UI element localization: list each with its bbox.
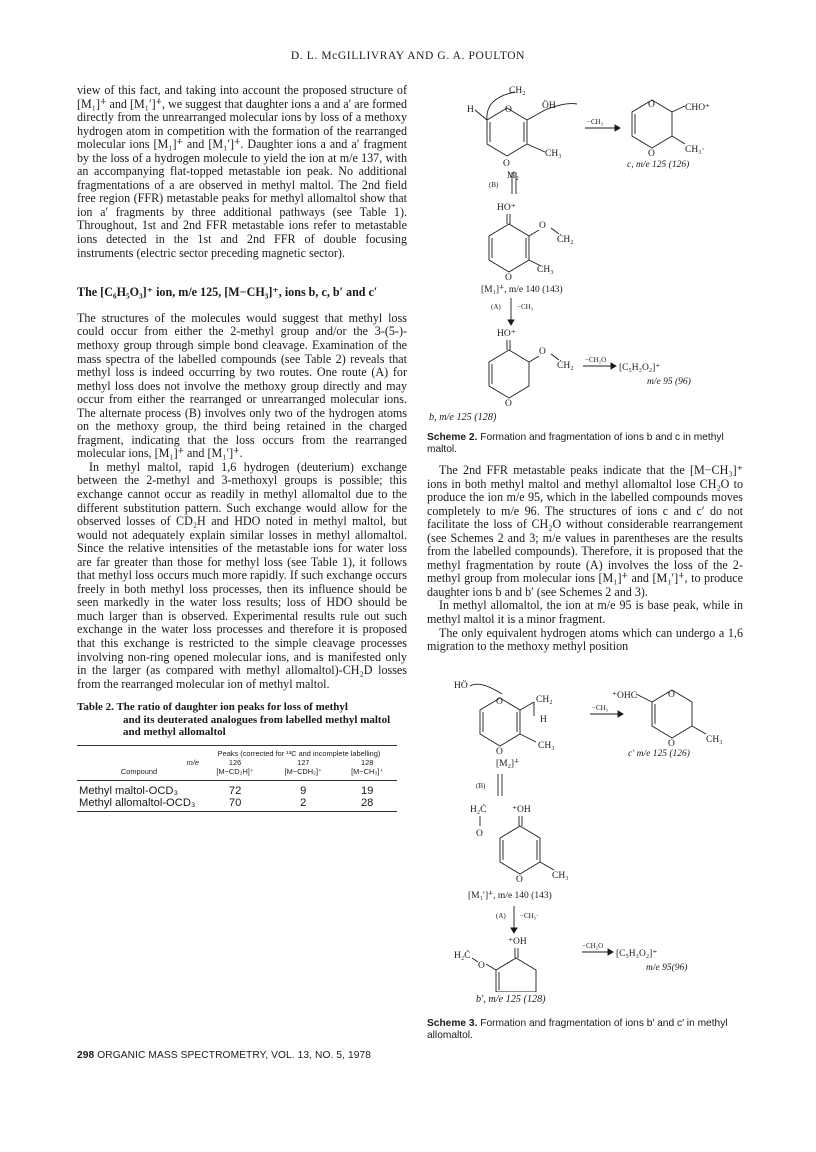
scheme-caption-label: Scheme 3. <box>427 1018 478 1029</box>
atom-ch2dot: ĊH₂ <box>557 235 574 245</box>
scheme-3-label-b <box>476 994 546 1006</box>
structure-m2 <box>475 92 577 156</box>
route-a-label: (A) <box>496 912 506 920</box>
structure-m1-prime <box>480 816 554 874</box>
label-m1: [M₁′]⁺̇, m/e 140 (143) <box>468 891 552 901</box>
atom-ch3: CH₃ <box>537 265 554 275</box>
atom-ch3: CH₃· <box>685 145 705 155</box>
ion-header: [M−CH₃]⁺ <box>337 767 397 781</box>
table-caption-rest: and its deuterated analogues from labelled methyl maltol and methyl allomaltol <box>123 713 391 739</box>
atom-ho: HÖ <box>454 681 468 691</box>
atom-cho: CHO⁺ <box>685 103 711 113</box>
right-column <box>427 464 743 654</box>
value-cell: 70 <box>201 797 269 812</box>
table-group-header: Peaks (corrected for ¹³C and incomplete labelling) <box>201 746 397 759</box>
atom-h: H <box>467 105 474 115</box>
value-cell: 9 <box>300 785 307 797</box>
label-ion-c: c, m/e 125 (126) <box>627 160 690 170</box>
label-ion-b: b, m/e 125 (128) <box>429 412 497 423</box>
atom-o: O <box>668 690 675 700</box>
label-ion-b-prime: b′, m/e 125 (128) <box>476 994 546 1005</box>
body-paragraph: The structures of the molecules would suggest that methyl loss could occur from either the 2-methyl group and/or the 3-(5-)-methoxy group through simple bond cleavage. Examination of the mass spectra of the labelled compounds (see Table 2) reveals that methyl loss is indeed occurring by two routes. One route (A) for methyl loss does not involve the methoxy group directly and may occur from either the rearranged or unrearranged molecular ions. The alternate process (B) involves only two of the hydrogen atoms on the methoxy group, the third being retained in the charged fragment, indicating that the loss occurs from the rearranged molecular ions, [M₁]⁺̇ and [M₁′]⁺̇. <box>77 310 407 461</box>
running-head: D. L. McGILLIVRAY AND G. A. POULTON <box>290 50 526 62</box>
atom-ch3: CH₃ <box>538 741 555 751</box>
label-m2: M₂ <box>507 171 519 181</box>
atom-o: O <box>539 347 546 357</box>
me-value: 128 <box>361 758 374 767</box>
label-ch3: −CH₃ <box>517 303 534 311</box>
me-value: 127 <box>297 758 310 767</box>
structure-m1 <box>489 214 559 272</box>
atom-h2c: H₂Ċ <box>470 805 487 815</box>
atom-o: O <box>505 273 512 283</box>
scheme-caption-label: Scheme 2. <box>427 432 478 443</box>
atom-o: O <box>539 221 546 231</box>
route-a-label: (A) <box>491 303 501 311</box>
atom-o: O <box>496 747 503 757</box>
table-2 <box>77 745 397 812</box>
table-caption <box>77 701 407 739</box>
atom-ch3: CH₃ <box>545 149 562 159</box>
scheme-2-label-b <box>429 412 496 424</box>
value-cell: 72 <box>228 785 242 797</box>
left-column <box>77 84 407 812</box>
label-ion-c: c′ m/e 125 (126) <box>628 749 690 759</box>
body-paragraph: The 2nd FFR metastable peaks indicate that the [M−CH₃]⁺ ions in both methyl maltol and methyl allomaltol lose CH₂O to produce the ion m/e 95, which in the labelled compounds moves completely to m/e 96. The structures of ions c and c′ do not facilitate the loss of CH₂O without considerable rearrangement (see Schemes 2 and 3; m/e values in parentheses are the results from the labelled compounds). Therefore, it is proposed that the methyl fragmentation by route (A) involves the loss of the 2-methyl group from molecular ions [M₁]⁺̇ and [M₁′]⁺̇, to produce daughter ions b and b′ (see Schemes 2 and 3). <box>427 463 743 599</box>
route-b-label: (B) <box>476 782 486 790</box>
atom-o: O <box>478 961 485 971</box>
label-loss: −CH₃ <box>592 704 609 712</box>
arrowhead <box>511 928 517 933</box>
compound-header: Compound <box>77 767 201 781</box>
atom-o: O <box>648 100 655 110</box>
me-label: m/e <box>186 758 199 767</box>
scheme-2-diagram <box>427 80 743 410</box>
compound-cell: Methyl maltol-OCD₃ <box>79 785 179 797</box>
arrowhead <box>508 320 514 325</box>
body-paragraph: In methyl allomaltol, the ion at m/e 95 is base peak, while in methyl maltol it is a minor fragment. <box>427 598 743 627</box>
table-row <box>77 797 397 812</box>
label-fragment: [C₅H₃O₂]⁺ <box>616 949 658 959</box>
arrowhead <box>608 949 613 955</box>
ion-header: [M−CDH₂]⁺ <box>269 767 337 781</box>
arrowhead <box>615 125 620 131</box>
page-number: 298 <box>77 1050 95 1061</box>
atom-o: O <box>516 875 523 885</box>
scheme-2-caption <box>427 432 745 456</box>
atom-ch2: CH₂ <box>509 86 526 96</box>
scheme-3-diagram <box>440 676 746 992</box>
atom-ch3: CH₃ <box>552 871 569 881</box>
arrowhead <box>618 711 623 717</box>
me-value: 126 <box>228 758 242 767</box>
label-loss-ch2o: −CH₂O <box>582 942 604 950</box>
journal-name: ORGANIC MASS SPECTROMETRY, VOL. 13, NO. 5, 1978 <box>97 1050 372 1061</box>
atom-ch2dot: ĊH₂ <box>557 361 574 371</box>
atom-o: O <box>505 399 512 409</box>
atom-o: O <box>668 739 675 749</box>
atom-oh-plus: ⁺OH <box>512 805 531 815</box>
atom-ho-plus: HO⁺ <box>497 203 516 213</box>
atom-ch2: CH₂ <box>536 695 553 705</box>
structure-m2-prime <box>470 684 536 746</box>
atom-oh-plus: ⁺OH <box>508 937 527 947</box>
body-paragraph: view of this fact, and taking into account the proposed structure of [M₁]⁺̇ and [M₁′]⁺̇, we suggest that daughter ions a and a′ are formed directly from the unrearranged molecular ions by loss of a methoxy hydrogen atom in competition with the formation of the rearranged molecular ions [M₁]⁺̇ and [M₁′]⁺̇. Daughter ions a and a′ fragment by the loss of a hydrogen molecule to yield the ion at m/e 137, with an accompanying flat-topped metastable ion peak. No additional fragmentations of a are observed in methyl maltol. The 2nd field free region (FFR) metastable peaks for methyl allomaltol show that ion a′ fragments by three additional pathways (see Table 1). Throughout, 1st and 2nd FFR metastable ions refer to metastable ions detected in the 1st and 2nd FFR of double focusing instruments (electric sector preceding magnetic sector). <box>77 83 407 260</box>
value-cell: 28 <box>337 797 397 812</box>
scheme-caption-text: Formation and fragmentation of ions b and c in methyl maltol. <box>427 432 724 455</box>
label-fragment-me: m/e 95(96) <box>646 963 688 973</box>
label-loss: −CH₃ <box>587 118 604 126</box>
scheme-caption-text: Formation and fragmentation of ions b′ and c′ in methyl allomaltol. <box>427 1018 728 1041</box>
atom-h: H <box>540 715 547 725</box>
section-heading: The [C₆H₅O₃]⁺ ion, m/e 125, [M−CH₃]⁺, ions b, c, b′ and c′ <box>77 285 378 300</box>
table-caption-line1: The ratio of daughter ion peaks for loss of methyl <box>116 701 348 714</box>
atom-o: O <box>476 829 483 839</box>
atom-o: O <box>496 697 503 707</box>
atom-ho-plus: HO⁺ <box>497 329 516 339</box>
structure-b <box>489 340 559 398</box>
scheme-3-caption <box>427 1018 745 1042</box>
table-caption-label: Table 2. <box>77 701 114 714</box>
value-cell: 2 <box>269 797 337 812</box>
arrowhead <box>611 363 616 369</box>
compound-cell: Methyl allomaltol-OCD₃ <box>77 797 201 812</box>
body-paragraph: In methyl maltol, rapid 1,6 hydrogen (deuterium) exchange between the 2-methyl and 3-methoxyl groups is possible; this exchange cannot occur as readily in methyl allomaltol due to the different substitution pattern. Such exchange would allow for the observed losses of CD₂H and HDO noted in methyl maltol, but would not adequately explain similar losses in methyl allomaltol. Since the relative intensities of the metastable ions for water loss are far greater than those for methyl loss (see Table 1), it follows that methyl loss occurs much more rapidly. If such exchange occurs freely in both methyl loss processes, then its influence should be seen markedly in the water loss results; loss of HDO should be much larger than is observed. Experimental results rule out such exchange in the water loss processes and therefore it is proposed that this exchange is restricted to the simple cleavage processes involving non-ring opened molecular ions, and is manifested only in the larger (as compared with methyl allomaltol)-CH₂D losses from the rearranged molecular ion of methyl maltol. <box>77 459 407 691</box>
label-fragment: [C₅H₃O₂]⁺ <box>619 363 661 373</box>
ion-header: [M−CD₂H]⁺ <box>201 767 269 781</box>
label-ch3: −CH₃· <box>520 912 539 920</box>
route-b-label: (B) <box>489 181 499 189</box>
label-m1: [M₁]⁺̇, m/e 140 (143) <box>481 285 563 295</box>
atom-ohc: ⁺OHC <box>612 691 638 701</box>
structure-c <box>632 100 685 148</box>
table-row <box>77 781 397 798</box>
atom-o: O <box>503 159 510 169</box>
label-fragment-me: m/e 95 (96) <box>647 377 691 387</box>
atom-h2c: H₂Ċ <box>454 951 471 961</box>
label-m2: [M₂]⁺̇ <box>496 759 520 769</box>
label-loss-ch2o: −CH₂O <box>585 356 607 364</box>
page-footer <box>77 1050 371 1061</box>
atom-o: O <box>648 149 655 159</box>
atom-oh: ÖH <box>542 101 556 111</box>
atom-o: O <box>505 105 512 115</box>
body-paragraph: The only equivalent hydrogen atoms which can undergo a 1,6 migration to the methoxy methyl position <box>427 625 743 654</box>
value-cell: 19 <box>360 785 374 797</box>
atom-ch3: CH₃ <box>706 735 723 745</box>
